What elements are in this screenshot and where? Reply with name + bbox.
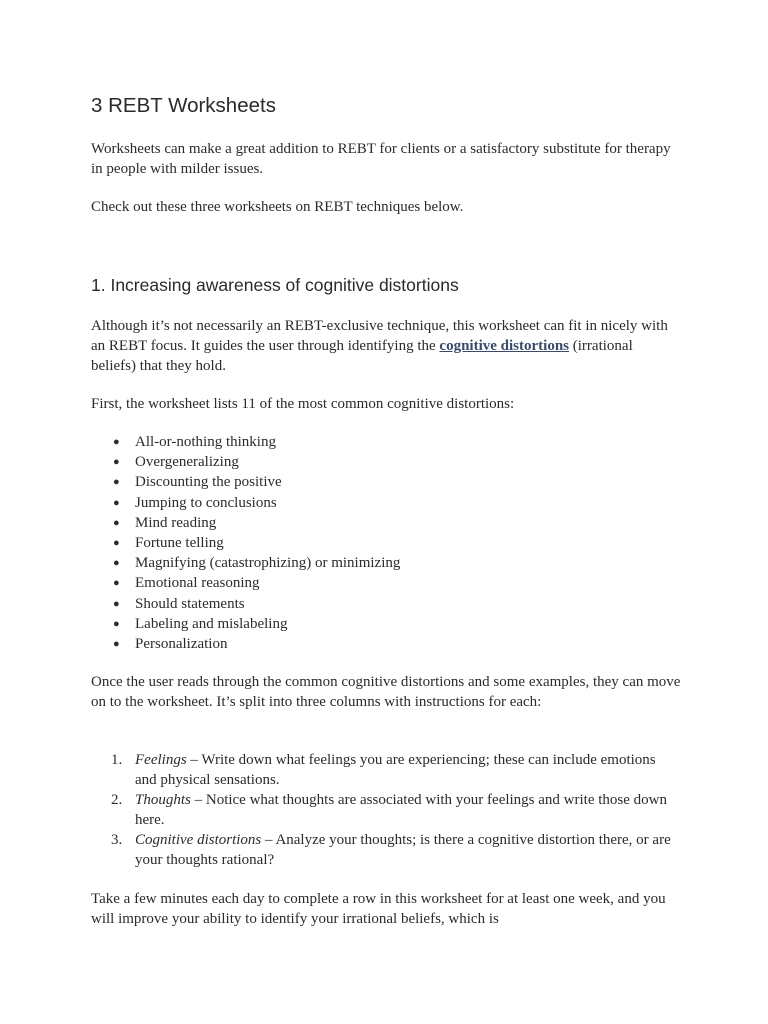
section1-p1-after: (irrational beliefs) that they hold. bbox=[91, 338, 633, 374]
list-item: ● Should statements bbox=[113, 595, 245, 612]
distortions-list bbox=[91, 432, 681, 654]
section-heading-1: 1. Increasing awareness of cognitive distortions bbox=[91, 275, 459, 295]
list-item: 2. Thoughts – Notice what thoughts are associated with your feelings and write those down here. bbox=[111, 792, 667, 828]
cognitive-distortions-link[interactable]: cognitive distortions bbox=[439, 338, 570, 354]
list-item: ● Jumping to conclusions bbox=[113, 494, 277, 511]
bullet-icon: ● bbox=[113, 597, 120, 610]
bullet-icon: ● bbox=[113, 536, 120, 549]
bullet-icon: ● bbox=[113, 577, 120, 590]
list-item: ● Labeling and mislabeling bbox=[113, 615, 288, 632]
page-title: 3 REBT Worksheets bbox=[91, 94, 276, 117]
list-item: 1. Feelings – Write down what feelings you are experiencing; these can include emotions and physical sensations. bbox=[111, 752, 656, 788]
intro-paragraph-1: Worksheets can make a great addition to REBT for clients or a satisfactory substitute for therapy in people with milder issues. bbox=[91, 141, 671, 177]
bullet-icon: ● bbox=[113, 617, 120, 630]
bullet-icon: ● bbox=[113, 456, 120, 469]
list-item: ● Mind reading bbox=[113, 514, 217, 531]
intro-paragraph-2: Check out these three worksheets on REBT techniques below. bbox=[91, 199, 464, 215]
bullet-icon: ● bbox=[113, 637, 120, 650]
section1-p1-before: Although it’s not necessarily an REBT-exclusive technique, this worksheet can fit in nicely with an REBT focus. It guides the user through identifying the bbox=[91, 318, 668, 354]
section1-paragraph-2: First, the worksheet lists 11 of the most common cognitive distortions: bbox=[91, 396, 515, 412]
list-item: ● Personalization bbox=[113, 635, 228, 652]
list-item: ● All-or-nothing thinking bbox=[113, 434, 276, 450]
columns-list bbox=[91, 750, 681, 870]
section1-paragraph-4: Take a few minutes each day to complete a row in this worksheet for at least one week, and you will improve your ability to identify your irrational beliefs, which is bbox=[91, 891, 666, 927]
list-item: ● Emotional reasoning bbox=[113, 575, 260, 592]
bullet-icon: ● bbox=[113, 496, 120, 509]
section1-paragraph-1 bbox=[91, 316, 681, 376]
list-item: ● Magnifying (catastrophizing) or minimizing bbox=[113, 555, 401, 572]
list-item: 3. Cognitive distortions – Analyze your thoughts; is there a cognitive distortion there, or are your thoughts rational? bbox=[111, 832, 671, 868]
list-item: ● Fortune telling bbox=[113, 534, 224, 551]
list-item: ● Discounting the positive bbox=[113, 474, 282, 491]
section1-paragraph-3: Once the user reads through the common cognitive distortions and some examples, they can move on to the worksheet. It’s split into three columns with instructions for each: bbox=[91, 674, 681, 710]
bullet-icon: ● bbox=[113, 557, 120, 570]
bullet-icon: ● bbox=[113, 436, 120, 448]
list-item: ● Overgeneralizing bbox=[113, 454, 239, 471]
bullet-icon: ● bbox=[113, 476, 120, 489]
bullet-icon: ● bbox=[113, 516, 120, 529]
